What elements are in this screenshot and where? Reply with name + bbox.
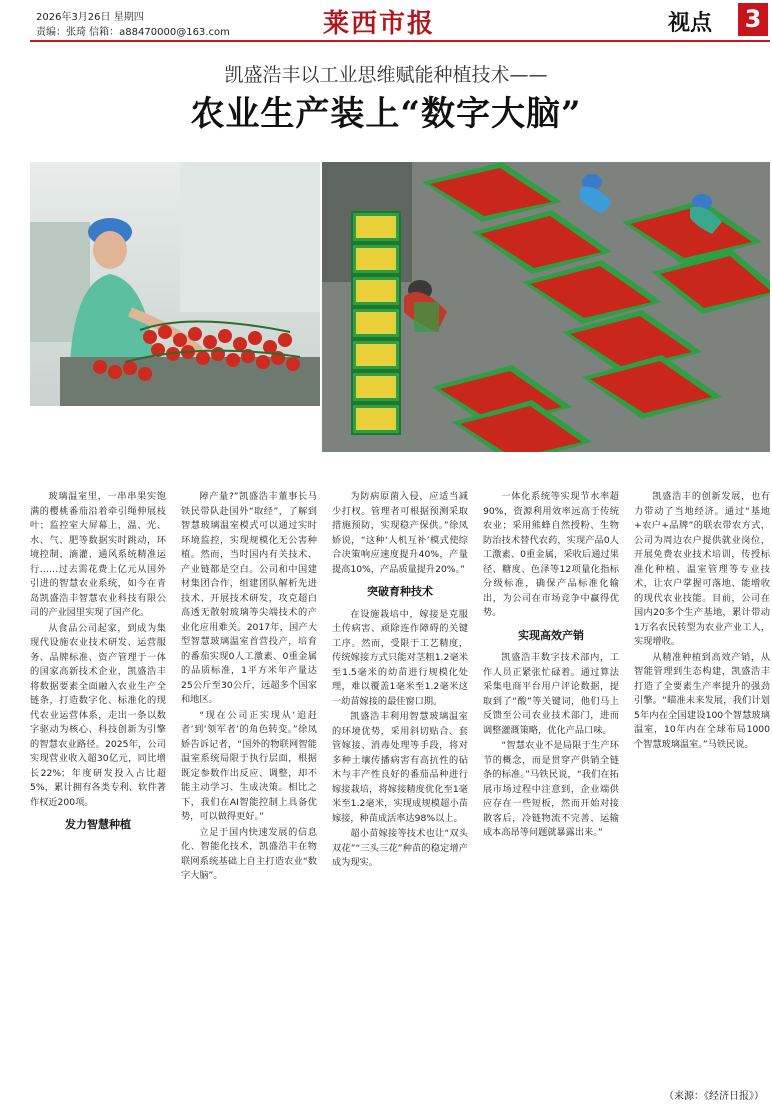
- paragraph: 从精准种植到高效产销，从智能管理到生态构建，凯盛浩丰打造了全要素生产率提升的强劲引擎。“瞄准未来发展，我们计划5年内在全国建设100个智慧玻璃温室，10年内在全球布局1000个智慧玻璃温室。”马铁民说。: [634, 651, 770, 750]
- newspaper-title: 莱西市报: [323, 9, 436, 39]
- article-body: [30, 490, 770, 1090]
- editor-contact: 责编：张琦 信箱：a88470000@163.com: [36, 27, 230, 38]
- article-headline: 农业生产装上“数字大脑”: [190, 94, 582, 134]
- text-column-4: [483, 490, 619, 1090]
- paragraph: 为防病原菌入侵，应适当减少打杈。管理者可根据预测采取措施预防，实现稳产保供。”徐凤娇说，“这种‘人机互补’模式使综合决策响应速度提升40%，产量提高10%，产品质量提升20%。”: [332, 491, 468, 575]
- section-heading-efficient-sales: 实现高效产销: [518, 628, 584, 642]
- paragraph: 立足于国内快速发展的信息化、智能化技术，凯盛浩丰在物联网系统基础上自主打造农业“数字大脑”。: [181, 826, 317, 881]
- section-heading-breeding-tech: 突破育种技术: [367, 585, 433, 598]
- section-heading-smart-planting: 发力智慧种植: [65, 818, 131, 831]
- masthead: [0, 0, 772, 42]
- article-subheadline: 凯盛浩丰以工业思维赋能种植技术——: [224, 64, 548, 86]
- paragraph: 一体化系统等实现节水率超90%，资源利用效率远高于传统农业；采用熊蜂自然授粉、生物防治技术替代农药，实现产品0人工激素、0重金属，采收后通过果径、糖度、色泽等12项量化指标分级标准，确保产品标准化输出，为公司在市场竞争中赢得优势。: [483, 491, 619, 618]
- paragraph: 超小苗嫁接等技术也让“双头双花”“三头三花”种苗的稳定增产成为现实。: [332, 828, 468, 868]
- paragraph: 从食品公司起家，到成为集现代设施农业技术研发、运营服务、品牌标准、资产管理于一体的国家高新技术企业，凯盛浩丰将数据要素全面融入农业生产全链条，打造数字化、标准化的现代农业运营体系，走出一条以数字驱动为核心、科技创新为引擎的智慧农业路径。2025年，公司实现营业收入超30亿元，同比增长22%；年度研发投入占比超5%，累计拥有各类专利、软件著作权近200项。: [30, 622, 166, 808]
- paragraph: 凯盛浩丰数字技术部内，工作人员正紧张忙碌着。通过算法采集电商平台用户评论数据，提取到了“酸”等关键词，他们马上反馈至公司农业技术部门，进而调整灌溉策略，优化产品口味。: [483, 652, 619, 736]
- paragraph: “现在公司正实现从‘追赶者’到‘领军者’的角色转变。”徐凤娇告诉记者，“国外的物联网智能温室系统局限于执行层面，根据既定参数作出反应、调整，却不能主动学习、生成决策。相比之下，我们在AI智能控制上具备优势，可以做得更好。”: [181, 709, 317, 822]
- text-column-5: [634, 490, 770, 1090]
- text-column-3: [332, 490, 468, 1090]
- paragraph: 障产量?”凯盛浩丰董事长马铁民带队赴国外“取经”，了解到智慧玻璃温室模式可以通过实时环境监控，实现规模化无公害种植。然而，当时国内有关技术、产业链都是空白。公司和中国建材集团合作，组建团队解析先进技术、开展技术研发，攻克超白高透无散射玻璃等尖端技术的产业化应用难关。2017年，国产大型智慧玻璃温室首营投产，培育的番茄实现0人工激素、0重金属的品质标准，1平方米年产量达25公斤至30公斤，远超多个国家和地区。: [181, 491, 317, 705]
- article-source: （来源：《经济日报》）: [664, 1091, 764, 1102]
- paragraph: “智慧农业不是局限于生产环节的概念，而是贯穿产供销全链条的标准。”马铁民说，“我们在拓展市场过程中注意到，企业端供应存在一些短板，然而开始对接散客后，冷链物流不完善、运输成本高昂等问题就暴露出来。”: [483, 740, 619, 838]
- photo-worker-tomatoes: [30, 162, 320, 406]
- paragraph: 凯盛浩丰的创新发展，也有力带动了当地经济。通过“基地+农户+品牌”的联农带农方式，公司为周边农户提供就业岗位，开展免费农业技术培训，传授标准化种植、温室管理等专业技术，让农户掌握可落地、能增收的现代农业技能。目前，公司在国内20多个生产基地，累计带动1万名农民转型为农业产业工人，实现增收。: [634, 491, 770, 647]
- text-column-1: [30, 490, 166, 1090]
- paragraph: 玻璃温室里，一串串果实饱满的樱桃番茄沿着牵引绳伸展枝叶；监控室大屏幕上，温、光、水、气、肥等数据实时跳动，环境控制、滴灌、通风系统精准运行……过去需花费上亿元从国外引进的智慧农业系统，如今在青岛凯盛浩丰智慧农业科技有限公司的产业园里实现了国产化。: [30, 491, 166, 618]
- section-label: 视点: [668, 11, 713, 36]
- issue-date: 2026年3月26日 星期四: [36, 12, 144, 23]
- photo-tomato-crates-aerial: [322, 162, 770, 452]
- paragraph: 在设施栽培中，嫁接是克服土传病害、顽除连作障碍的关键工序。然而，受限于工艺精度，传统嫁接方式只能对茎粗1.2毫米至1.5毫米的幼苗进行规模化处理，难以覆盖1毫米至1.2毫米这一幼苗嫁接的最佳窗口期。: [332, 608, 468, 707]
- paragraph: 凯盛浩丰利用智慧玻璃温室的环境优势，采用斜切贴合、套管嫁接、消毒处理等手段，将对多种土壤传播病害有高抗性的砧木与丰产性良好的番茄品种进行嫁接栽培，将嫁接精度优化至1毫米至1.2毫米，实现成规模超小苗嫁接，种苗成活率达98%以上。: [332, 711, 468, 824]
- page-number-badge: 3: [738, 3, 768, 36]
- masthead-divider: [30, 40, 770, 42]
- text-column-2: [181, 490, 317, 1090]
